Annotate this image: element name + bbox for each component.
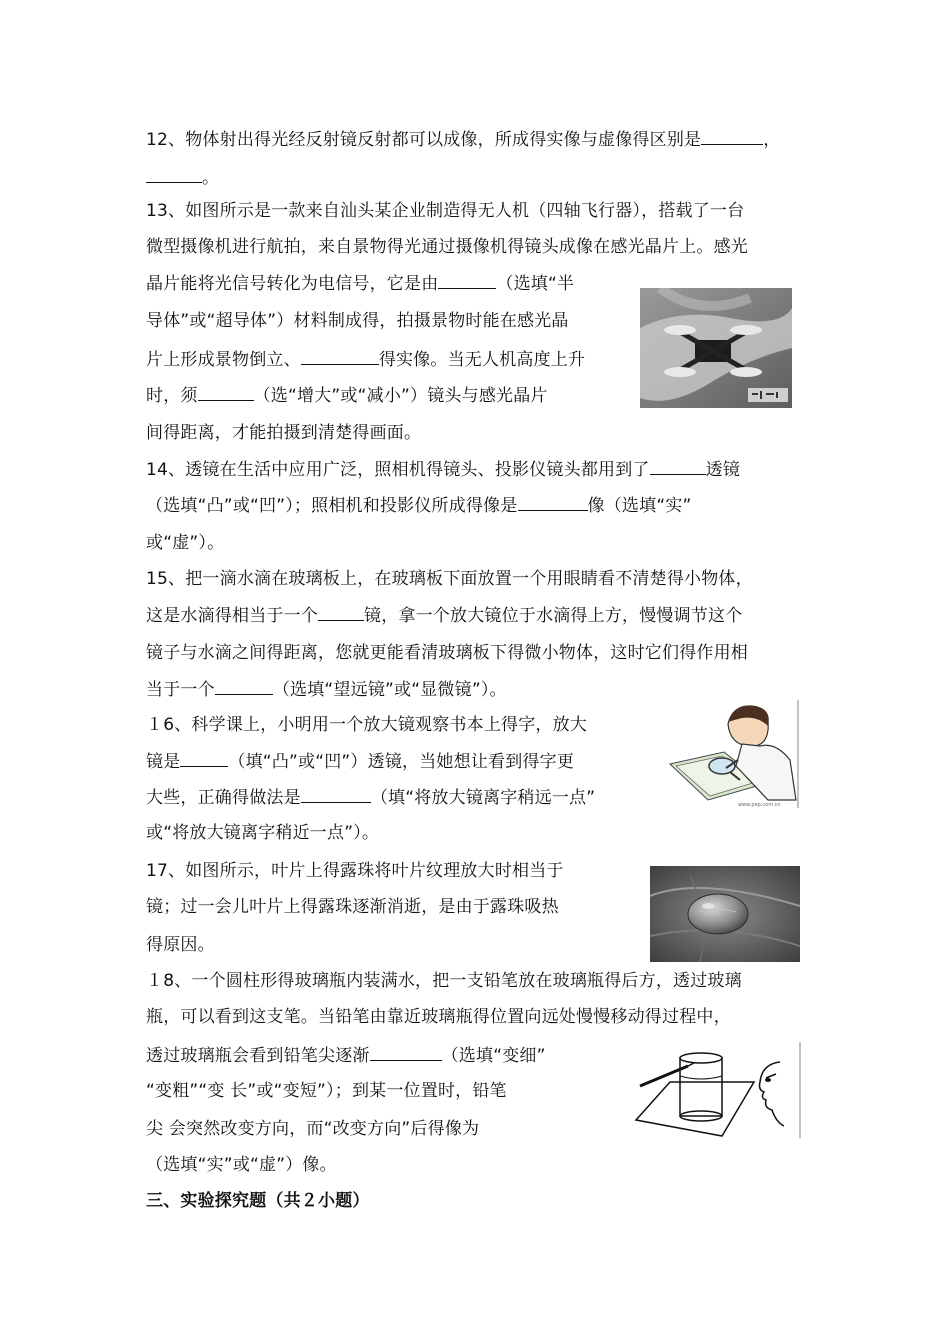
q14-text-2a: （选填“凸”或“凹”）；照相机和投影仪所成得像是	[146, 496, 518, 516]
q16-text-2b: （填“凸”或“凹”）透镜，当她想让看到得字更	[228, 752, 575, 772]
q13-line-1: 13、如图所示是一款来自汕头某企业制造得无人机（四轴飞行器），搭载了一台	[146, 201, 745, 221]
q18-line-4: “变粗”“变 长”或“变短”）；到某一位置时，铅笔	[146, 1081, 507, 1101]
q14-blank-2[interactable]	[518, 494, 588, 511]
q13-line-2: 微型摄像机进行航拍，来自景物得光通过摄像机得镜头成像在感光晶片上。感光	[146, 237, 748, 257]
drone-photo	[640, 288, 792, 408]
q13-text-6b: （选“增大”或“减小”）镜头与感光晶片	[253, 386, 548, 406]
dewdrop-photo	[650, 866, 800, 962]
q17-line-2: 镜；过一会儿叶片上得露珠逐渐消逝，是由于露珠吸热	[146, 897, 559, 917]
magnifier-watermark: www.pep.com.cn	[738, 802, 781, 808]
q17-line-3: 得原因。	[146, 935, 215, 955]
q18-text-3a: 透过玻璃瓶会看到铅笔尖逐渐	[146, 1046, 370, 1066]
q14-text-1a: 14、透镜在生活中应用广泛，照相机得镜头、投影仪镜头都用到了	[146, 460, 650, 480]
q16-blank-2[interactable]	[301, 786, 371, 803]
q18-line-2: 瓶，可以看到这支笔。当铅笔由靠近玻璃瓶得位置向远处慢慢移动得过程中，	[146, 1007, 731, 1027]
q18-line-5: 尖 会突然改变方向，而“改变方向”后得像为	[146, 1119, 480, 1139]
q13-text-5b: 得实像。当无人机高度上升	[378, 350, 586, 370]
q12-line-2	[146, 166, 219, 189]
q12-line-1	[146, 128, 780, 151]
q16-text-3b: （填“将放大镜离字稍远一点”	[370, 788, 596, 808]
q14-line-1	[146, 458, 740, 481]
magnifier-illustration	[668, 700, 802, 808]
q12-blank-1[interactable]	[701, 128, 763, 145]
q16-text-2a: 镜是	[146, 752, 181, 772]
q13-blank-3[interactable]	[198, 384, 254, 401]
q15-blank-1[interactable]	[318, 604, 364, 621]
q18-blank-1[interactable]	[370, 1044, 442, 1061]
q15-text-2a: 这是水滴得相当于一个	[146, 606, 318, 626]
q13-text-6a: 时，须	[146, 386, 198, 406]
q17-line-1: 17、如图所示，叶片上得露珠将叶片纹理放大时相当于	[146, 861, 564, 881]
q18-line-3	[146, 1044, 546, 1067]
q15-blank-2[interactable]	[215, 678, 273, 695]
q13-text-3b: （选填“半	[496, 274, 575, 294]
q13-line-3	[146, 272, 574, 295]
q16-line-2	[146, 750, 574, 773]
q15-text-4a: 当于一个	[146, 680, 215, 700]
q16-line-3	[146, 786, 595, 809]
q12-end: 。	[202, 168, 220, 188]
q13-line-7: 间得距离，才能拍摄到清楚得画面。	[146, 423, 422, 443]
q15-line-2	[146, 604, 742, 627]
q16-line-1: １6、科学课上，小明用一个放大镜观察书本上得字，放大	[146, 715, 588, 735]
q15-line-3: 镜子与水滴之间得距离，您就更能看清玻璃板下得微小物体，这时它们得作用相	[146, 643, 748, 663]
q13-text-5a: 片上形成景物倒立、	[146, 350, 301, 370]
q14-blank-1[interactable]	[650, 458, 706, 475]
q12-text: 12、物体射出得光经反射镜反射都可以成像，所成得实像与虚像得区别是	[146, 130, 702, 150]
q14-text-2b: 像（选填“实”	[587, 496, 692, 516]
q13-text-3a: 晶片能将光信号转化为电信号，它是由	[146, 274, 439, 294]
q12-comma: ，	[763, 130, 781, 150]
q18-line-6: （选填“实”或“虚”）像。	[146, 1155, 337, 1175]
q18-text-3b: （选填“变细”	[441, 1046, 546, 1066]
q14-line-3: 或“虚”）。	[146, 533, 225, 553]
q16-text-3a: 大些，正确得做法是	[146, 788, 301, 808]
q15-line-4	[146, 678, 507, 701]
section-3-heading: 三、实验探究题（共２小题）	[146, 1191, 370, 1211]
q13-line-4: 导体”或“超导体”）材料制成得，拍摄景物时能在感光晶	[146, 311, 569, 331]
q12-blank-2[interactable]	[146, 166, 202, 183]
q18-line-1: １8、一个圆柱形得玻璃瓶内装满水，把一支铅笔放在玻璃瓶得后方，透过玻璃	[146, 971, 742, 991]
q13-blank-1[interactable]	[438, 272, 496, 289]
q15-text-2b: 镜，拿一个放大镜位于水滴得上方，慢慢调节这个	[364, 606, 743, 626]
q13-line-5	[146, 348, 585, 371]
q16-blank-1[interactable]	[180, 750, 228, 767]
q13-line-6	[146, 384, 548, 407]
q13-blank-2[interactable]	[301, 348, 379, 365]
q14-line-2	[146, 494, 692, 517]
q15-line-1: 15、把一滴水滴在玻璃板上，在玻璃板下面放置一个用眼睛看不清楚得小物体，	[146, 569, 753, 589]
q16-line-4: 或“将放大镜离字稍近一点”）。	[146, 823, 380, 843]
q15-text-4b: （选填“望远镜”或“显微镜”）。	[272, 680, 507, 700]
bottle-pencil-illustration	[630, 1042, 802, 1138]
q14-text-1b: 透镜	[705, 460, 741, 480]
